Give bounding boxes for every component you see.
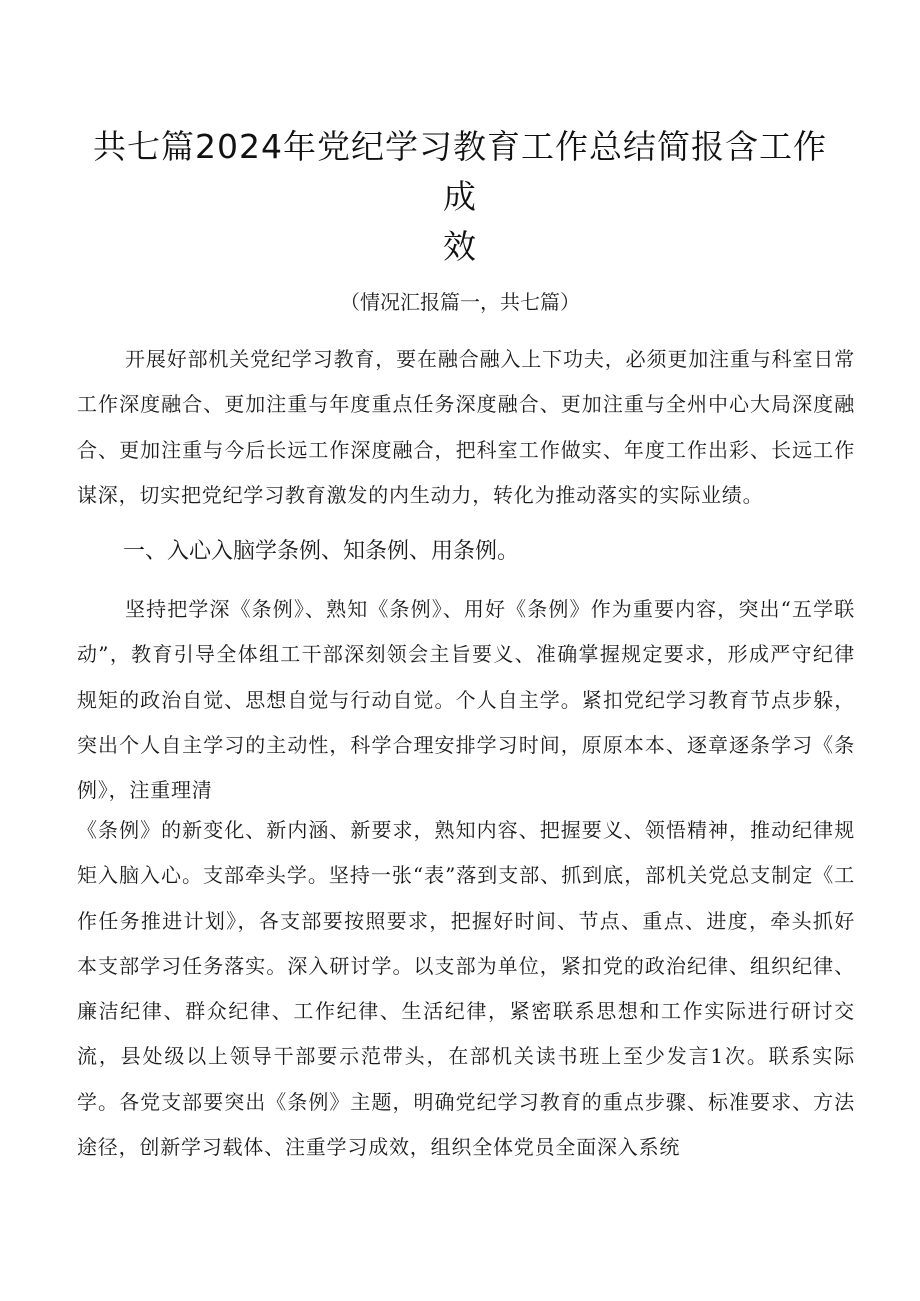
title-line-1: 共七篇2024年党纪学习教育工作总结简报含工作成 <box>93 127 827 216</box>
document-subtitle: （情况汇报篇一，共七篇） <box>340 290 580 314</box>
section-heading: 一、入心入脑学条例、知条例、用条例。 <box>123 539 520 564</box>
title-line-2: 效 <box>443 227 477 266</box>
document-title <box>80 122 840 272</box>
section-paragraph-2: 《条例》的新变化、新内涵、新要求，熟知内容、把握要义、领悟精神，推动纪律规矩入脑入心。支部牵头学。坚持一张“表”落到支部、抓到底，部机关党总支制定《工作任务推进计划》，各支部要按照要求，把握好时间、节点、重点、进度，牵头抓好本支部学习任务落实。深入研讨学。以支部为单位，紧扣党的政治纪律、组织纪律、廉洁纪律、群众纪律、工作纪律、生活纪律，紧密联系思想和工作实际进行研讨交流，县处级以上领导干部要示范带头，在部机关读书班上至少发言1次。联系实际学。各党支部要突出《条例》主题，明确党纪学习教育的重点步骤、标准要求、方法途径，创新学习载体、注重学习成效，组织全体党员全面深入系统 <box>77 818 855 1160</box>
section-paragraph-1: 坚持把学深《条例》、熟知《条例》、用好《条例》作为重要内容，突出“五学联动”，教育引导全体组工干部深刻领会主旨要义、准确掌握规定要求，形成严守纪律规矩的政治自觉、思想自觉与行动自觉。个人自主学。紧扣党纪学习教育节点步躲，突出个人自主学习的主动性，科学合理安排学习时间，原原本本、逐章逐条学习《条例》，注重理清 <box>77 597 855 803</box>
intro-paragraph: 开展好部机关党纪学习教育，要在融合融入上下功夫，必须更加注重与科室日常工作深度融合、更加注重与年度重点任务深度融合、更加注重与全州中心大局深度融合、更加注重与今后长远工作深度融合，把科室工作做实、年度工作出彩、长远工作谋深，切实把党纪学习教育激发的内生动力，转化为推动落实的实际业绩。 <box>77 347 855 507</box>
